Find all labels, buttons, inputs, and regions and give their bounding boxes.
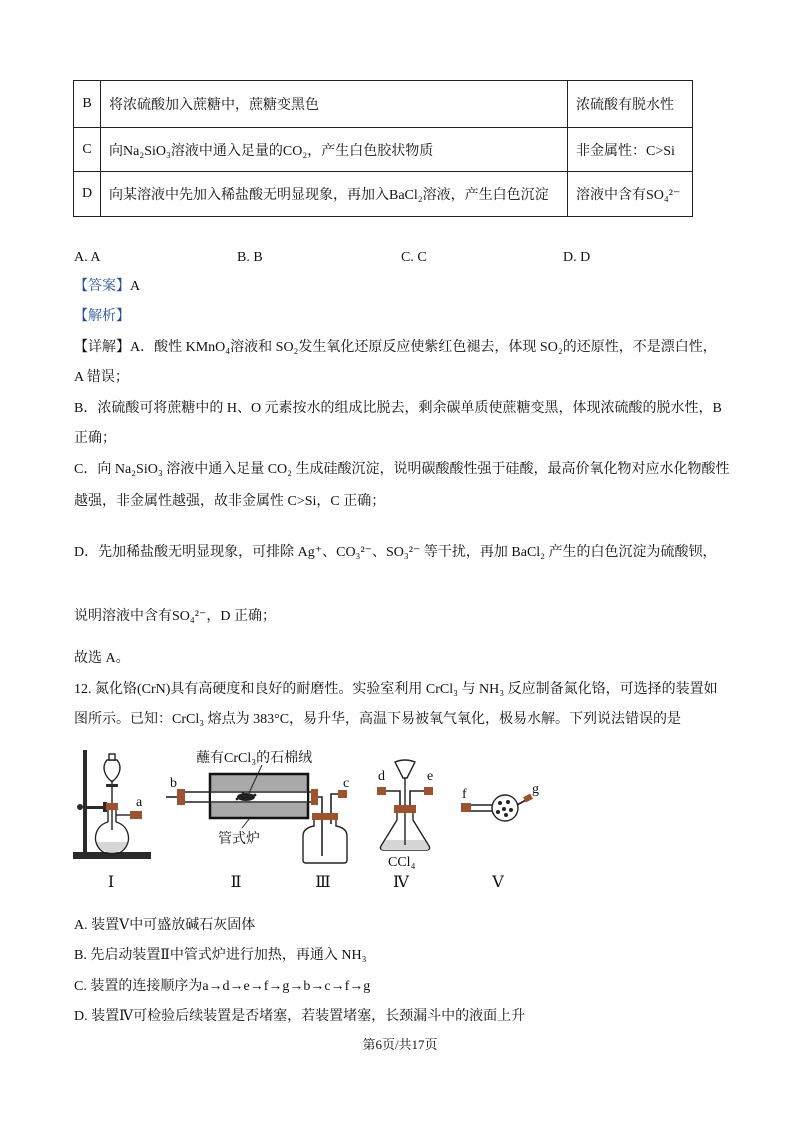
stand-rod: [83, 750, 87, 853]
cotton-particle: [242, 792, 244, 794]
question12-option-b: B. 先启动装置Ⅱ中管式炉进行加热，再通入 NH₃: [74, 948, 367, 963]
row-description: 将浓硫酸加入蔗糖中，蔗糖变黑色: [101, 81, 568, 128]
row-conclusion: 非金属性：C>Si: [568, 128, 693, 172]
apparatus-4: [377, 760, 433, 870]
question11-option-a: A. A: [74, 250, 101, 265]
explanation-line: 故选 A。: [74, 651, 130, 666]
question11-option-b: B. B: [237, 250, 263, 265]
table-row: [74, 172, 693, 217]
flask-stopper: [394, 805, 416, 813]
port-label-d: d: [378, 769, 385, 784]
apparatus-label-1: Ⅰ: [107, 874, 115, 891]
port-label-b: b: [170, 776, 177, 791]
question11-option-d: D. D: [563, 250, 591, 265]
apparatus-label-2: Ⅱ: [230, 874, 242, 891]
cotton-with-crcl3: [237, 793, 255, 801]
funnel-stopper: [109, 754, 115, 760]
desiccant-granule: [496, 810, 500, 814]
stopper-left: [177, 789, 185, 805]
explanation-line: 说明溶液中含有SO₄²⁻，D 正确；: [74, 609, 276, 624]
question11-table: [73, 80, 693, 217]
port-label-f: f: [462, 787, 467, 802]
page-footer: 第6页/共17页: [362, 1037, 438, 1052]
table-row: [74, 128, 693, 172]
liquid-label: CCl₄: [388, 855, 416, 870]
explanation-line: 【详解】A．酸性 KMnO₄溶液和 SO₂发生氧化还原反应使紫红色褪去，体现 SO₂的还原性，不是漂白性，: [74, 340, 717, 355]
row-conclusion: 溶液中含有SO₄²⁻: [568, 172, 693, 217]
furnace-channel: [211, 791, 307, 803]
row-description: 向Na₂SiO₃溶液中通入足量的CO₂，产生白色胶状物质: [101, 128, 568, 172]
apparatus-figure: [60, 740, 560, 892]
furnace-label: 管式炉: [218, 832, 260, 847]
collecting-bottle: [303, 819, 347, 863]
desiccant-granule: [502, 807, 506, 811]
clamp-arm: [86, 806, 105, 809]
apparatus-5: [461, 782, 539, 821]
flask-stopper: [106, 803, 118, 810]
long-neck-funnel-cup: [395, 760, 415, 778]
row-description: 向某溶液中先加入稀盐酸无明显现象，再加入BaCl₂溶液，产生白色沉淀: [101, 172, 568, 217]
explanation-line: C．向 Na₂SiO₃ 溶液中通入足量 CO₂ 生成硅酸沉淀，说明碳酸酸性强于硅酸，最高价氧化物对应水化物酸性: [74, 462, 730, 477]
separatory-funnel: [104, 760, 120, 781]
question12-option-a: A. 装置Ⅴ中可盛放碱石灰固体: [74, 918, 256, 933]
desiccant-granule: [504, 813, 508, 817]
bottle-stopper: [312, 813, 338, 820]
apparatus-label-4: Ⅳ: [393, 874, 409, 891]
rubber-tube-e: [424, 787, 433, 795]
question12-option-c: C. 装置的连接顺序为a→d→e→f→g→b→c→f→g: [74, 979, 371, 994]
explanation-line: 越强，非金属性越强，故非金属性 C>Si，C 正确；: [74, 494, 386, 509]
port-label-a: a: [136, 795, 143, 810]
cotton-particle: [236, 798, 239, 801]
explanation-line: D．先加稀盐酸无明显现象，可排除 Ag⁺、CO₃²⁻、SO₃²⁻ 等干扰，再加 BaCl₂ 产生的白色沉淀为硫酸钡，: [74, 545, 717, 560]
question12-stem-line: 图所示。已知：CrCl₃ 熔点为 383°C，易升华，高温下易被氧气氧化，极易水解。下列说法错误的是: [74, 712, 682, 727]
desiccant-granule: [498, 801, 502, 805]
explanation-line: A 错误；: [74, 370, 129, 385]
row-label: B: [74, 81, 101, 128]
question11-option-c: C. C: [401, 250, 427, 265]
cotton-particle: [254, 794, 257, 797]
funnel-stopcock: [106, 784, 118, 787]
explanation-line: B．浓硫酸可将蔗糖中的 H、O 元素按水的组成比脱去，剩余碳单质使蔗糖变黑，体现浓硫酸的脱水性，B: [74, 401, 722, 416]
row-label: D: [74, 172, 101, 217]
question12-stem-line: 12. 氮化铬(CrN)具有高硬度和良好的耐磨性。实验室利用 CrCl₃ 与 NH₃ 反应制备氮化铬，可选择的装置如: [74, 682, 718, 697]
clamp-knob: [77, 804, 83, 810]
port-label-e: e: [427, 769, 434, 784]
rubber-tube-a: [130, 811, 142, 819]
rubber-tube-c: [338, 790, 347, 798]
explanation-line: 正确；: [74, 431, 116, 446]
apparatus-3: [303, 776, 349, 863]
apparatus-2: [166, 749, 318, 847]
port-label-c: c: [343, 776, 350, 791]
row-conclusion: 浓硫酸有脱水性: [568, 81, 693, 128]
desiccant-granule: [506, 800, 510, 804]
furnace-leader-line: [242, 818, 250, 828]
drying-tube-outlet: [517, 800, 526, 805]
question12-option-d: D. 装置Ⅳ可检验后续装置是否堵塞，若装置堵塞，长颈漏斗中的液面上升: [74, 1009, 526, 1024]
rubber-tube-d: [377, 787, 386, 795]
analysis-label: 【解析】: [74, 309, 130, 324]
row-label: C: [74, 128, 101, 172]
stand-base: [73, 852, 151, 859]
tube-d: [385, 791, 400, 806]
desiccant-granule: [509, 808, 513, 812]
apparatus-label-3: Ⅲ: [315, 874, 331, 891]
apparatus-1: [73, 750, 151, 859]
answer-line: [74, 277, 140, 297]
table-row: [74, 81, 693, 128]
port-label-g: g: [532, 782, 539, 797]
apparatus-label-5: Ⅴ: [492, 874, 504, 891]
answer-value: A: [130, 279, 141, 294]
rubber-tube-f: [461, 803, 471, 812]
stopper-right: [311, 789, 318, 805]
tube-e: [410, 791, 425, 806]
answer-label: 【答案】: [74, 279, 130, 294]
cotton-label: 蘸有CrCl₃的石棉绒: [196, 751, 313, 766]
